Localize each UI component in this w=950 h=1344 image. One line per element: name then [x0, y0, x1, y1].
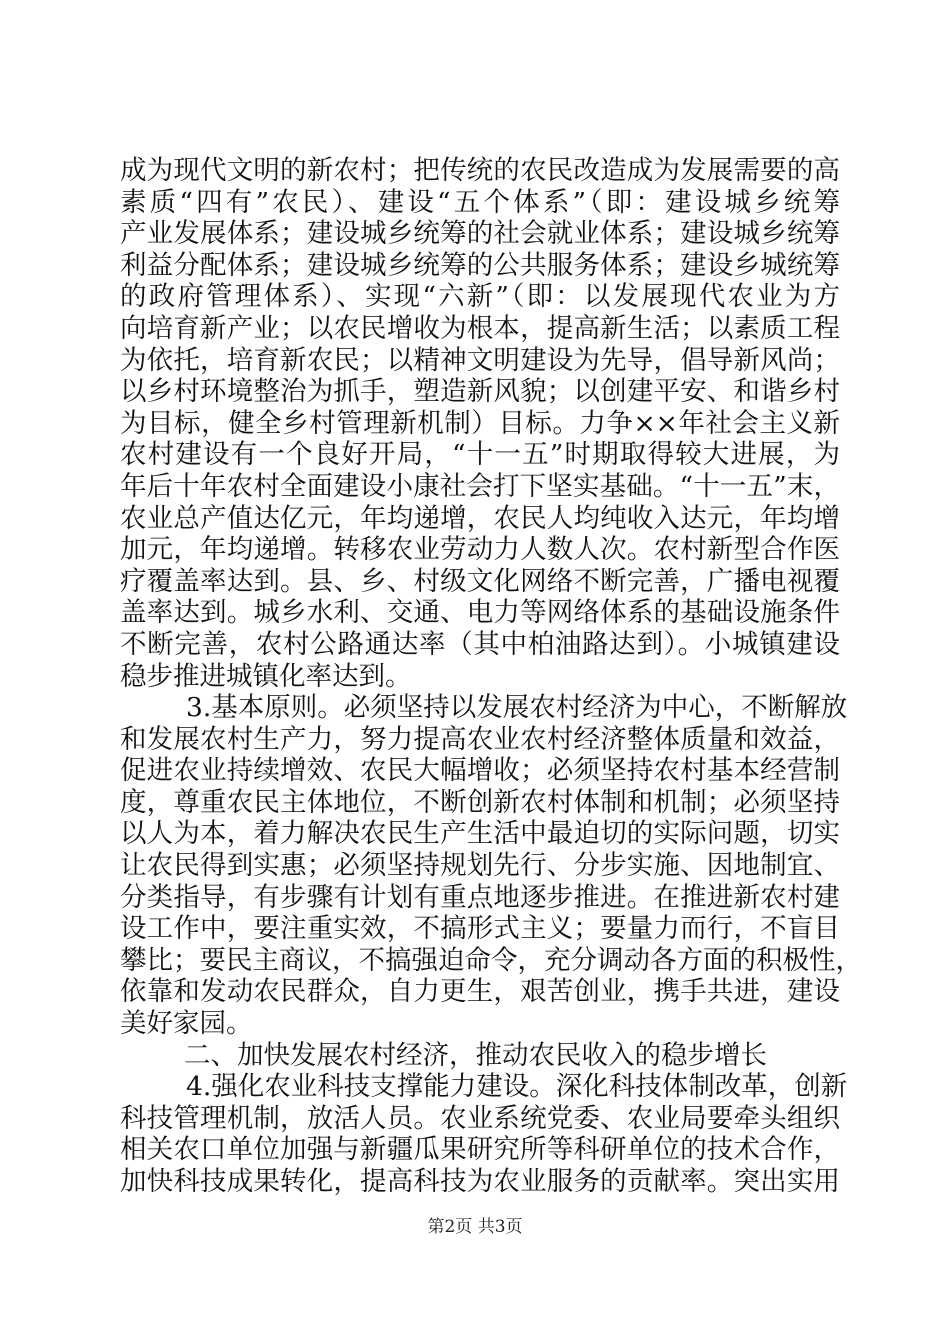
page-footer: 第2页 共3页 — [427, 1217, 523, 1237]
text-line: 的政府管理体系）、实现“六新”（即：以发展现代农业为方 — [120, 281, 840, 313]
text-line: 农村建设有一个良好开局，“十一五”时期取得较大进展，为 — [120, 439, 840, 471]
text-line: 为目标，健全乡村管理新机制）目标。力争××年社会主义新 — [120, 407, 840, 439]
text-line: 4.强化农业科技支撑能力建设。深化科技体制改革，创新 — [186, 1071, 848, 1103]
text-line: 度，尊重农民主体地位，不断创新农村体制和机制；必须坚持 — [120, 786, 840, 818]
text-line: 向培育新产业；以农民增收为根本，提高新生活；以素质工程 — [120, 312, 840, 344]
text-line: 疗覆盖率达到。县、乡、村级文化网络不断完善，广播电视覆 — [120, 565, 840, 597]
text-line: 促进农业持续增效、农民大幅增收；必须坚持农村基本经营制 — [120, 755, 840, 787]
text-line: 相关农口单位加强与新疆瓜果研究所等科研单位的技术合作， — [120, 1134, 840, 1166]
text-line: 依靠和发动农民群众，自力更生，艰苦创业，携手共进，建设 — [120, 976, 840, 1008]
text-line: 加快科技成果转化，提高科技为农业服务的贡献率。突出实用 — [120, 1166, 840, 1197]
text-line: 加元，年均递增。转移农业劳动力人数人次。农村新型合作医 — [120, 534, 840, 566]
text-line: 素质“四有”农民）、建设“五个体系”（即：建设城乡统筹 — [120, 186, 840, 218]
text-line: 盖率达到。城乡水利、交通、电力等网络体系的基础设施条件 — [120, 597, 840, 629]
text-line: 和发展农村生产力，努力提高农业农村经济整体质量和效益， — [120, 723, 840, 755]
text-line: 分类指导，有步骤有计划有重点地逐步推进。在推进新农村建 — [120, 881, 840, 913]
text-line: 让农民得到实惠；必须坚持规划先行、分步实施、因地制宜、 — [120, 850, 840, 882]
text-line: 成为现代文明的新农村；把传统的农民改造成为发展需要的高 — [120, 155, 840, 186]
text-line: 产业发展体系；建设城乡统筹的社会就业体系；建设城乡统筹 — [120, 218, 840, 250]
text-line: 年后十年农村全面建设小康社会打下坚实基础。“十一五”末， — [120, 470, 840, 502]
text-line: 科技管理机制，放活人员。农业系统党委、农业局要牵头组织 — [120, 1102, 840, 1134]
text-line: 利益分配体系；建设城乡统筹的公共服务体系；建设乡城统筹 — [120, 249, 840, 281]
text-line: 设工作中，要注重实效，不搞形式主义；要量力而行，不盲目 — [120, 913, 840, 945]
text-line: 3.基本原则。必须坚持以发展农村经济为中心，不断解放 — [186, 692, 848, 724]
text-line: 以乡村环境整治为抓手，塑造新风貌；以创建平安、和谐乡村 — [120, 376, 840, 408]
text-line: 不断完善，农村公路通达率（其中柏油路达到）。小城镇建设 — [120, 628, 840, 660]
text-line: 为依托，培育新农民；以精神文明建设为先导，倡导新风尚； — [120, 344, 840, 376]
text-line: 以人为本，着力解决农民生产生活中最迫切的实际问题，切实 — [120, 818, 840, 850]
text-line: 二、加快发展农村经济，推动农民收入的稳步增长 — [184, 1039, 767, 1071]
text-line: 攀比；要民主商议，不搞强迫命令，充分调动各方面的积极性， — [120, 944, 862, 976]
text-line: 农业总产值达亿元，年均递增，农民人均纯收入达元，年均增 — [120, 502, 840, 534]
text-line: 稳步推进城镇化率达到。 — [120, 660, 412, 692]
document-body — [120, 155, 862, 1198]
text-line: 美好家园。 — [120, 1008, 253, 1040]
